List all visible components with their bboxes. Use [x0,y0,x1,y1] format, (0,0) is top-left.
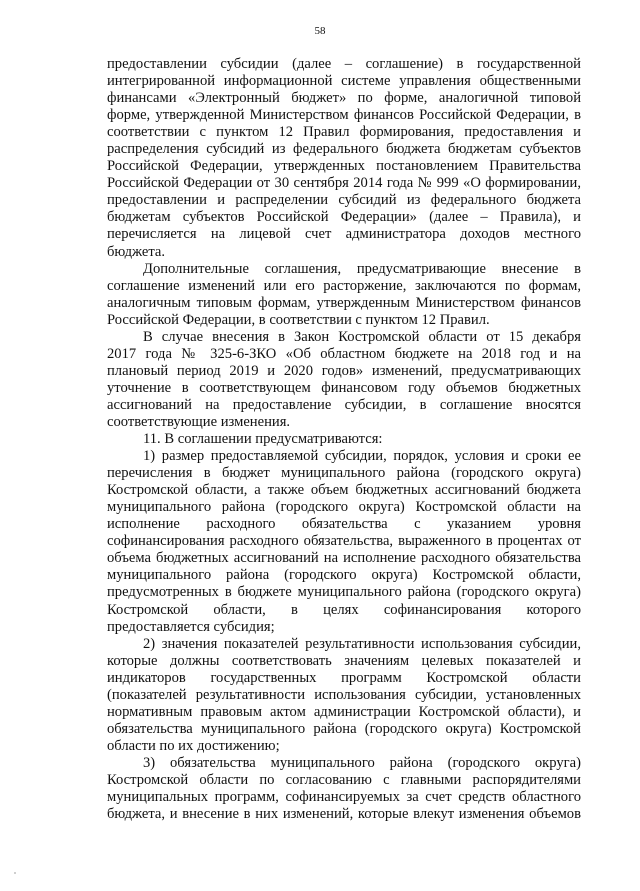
text-line: Костромской области, в целях софинансирования которого [107,601,581,618]
text-line: бюджетам субъектов Российской Федерации» (далее – Правила), и [107,209,581,226]
text-line: 11. В соглашении предусматриваются: [143,431,383,448]
document-body [107,56,581,823]
text-line: Российской Федерации от 30 сентября 2014 года № 999 «О формировании, [107,175,581,192]
text-line: соответствии с пунктом 12 Правил формирования, предоставления и [107,124,581,141]
text-line: соглашение изменений или его расторжение, заключаются по формам, [107,277,581,294]
scan-speck [14,872,16,874]
text-line: финансами «Электронный бюджет» по форме, аналогичной типовой [107,90,581,107]
text-line: индикаторов государственных программ Костромской области [107,669,581,686]
text-line: В случае внесения в Закон Костромской области от 15 декабря [143,328,581,345]
text-line: 1) размер предоставляемой субсидии, порядок, условия и сроки ее [143,448,581,465]
text-line: 2) значения показателей результативности использования субсидии, [143,635,581,652]
text-line: распределения субсидий из федерального бюджета бюджетам субъектов [107,141,581,158]
text-line: перечисления в бюджет муниципального района (городского округа) [107,465,581,482]
text-line: муниципального района (городского округа) Костромской области, [107,567,581,584]
text-line: уточнение в соответствующем финансовом году объемов бюджетных [107,379,581,396]
text-line: Дополнительные соглашения, предусматривающие внесение в [143,260,581,277]
text-line: которые должны соответствовать значениям целевых показателей и [107,652,581,669]
text-line: предоставляется субсидия; [107,618,275,635]
text-line: муниципального района (городского округа) Костромской области на [107,499,581,516]
text-line: 2017 года № 325-6-ЗКО «Об областном бюджете на 2018 год и на [107,345,581,362]
text-line: предоставлении субсидии (далее – соглашение) в государственной [107,56,581,72]
text-line: 3) обязательства муниципального района (городского округа) [143,754,581,771]
text-line: (показателей результативности использования субсидии, установленных [107,686,581,703]
text-line: аналогичным типовым формам, утвержденным Министерством финансов [107,294,581,311]
text-line: софинансирования расходного обязательства, выраженного в процентах от [107,533,581,550]
text-line: муниципальных программ, софинансируемых за счет средств областного [107,789,581,806]
page-number: 58 [314,25,326,37]
text-line: интегрированной информационной системе управления общественными [107,73,581,90]
text-line: перечисляется на лицевой счет администратора доходов местного [107,226,581,243]
text-line: Костромской области по согласованию с главными распорядителями [107,771,581,788]
text-line: плановый период 2019 и 2020 годов» изменений, предусматривающих [107,362,581,379]
text-line: обязательства муниципального района (городского округа) Костромской [107,720,581,737]
text-line: исполнение расходного обязательства с указанием уровня [107,516,581,533]
text-line: бюджета. [107,243,166,260]
text-line: соответствующие изменения. [107,413,291,430]
text-line: Российской Федерации, утвержденных постановлением Правительства [107,158,581,175]
text-line: Российской Федерации, в соответствии с пунктом 12 Правил. [107,311,490,328]
text-line: предоставлении и распределении субсидий из федерального бюджета [107,192,581,209]
text-line: Костромской области, а также объем бюджетных ассигнований бюджета [107,482,581,499]
text-line: форме, утвержденной Министерством финансов Российской Федерации, в [107,107,581,124]
text-line: предусмотренных в бюджете муниципального района (городского округа) [107,584,581,601]
text-line: нормативным правовым актом администрации Костромской области), и [107,703,581,720]
text-line: бюджета, и внесение в них изменений, которые влекут изменения объемов [107,806,581,823]
text-line: ассигнований на предоставление субсидии, в соглашение вносятся [107,396,581,413]
text-line: объема бюджетных ассигнований на исполнение расходного обязательства [107,550,581,567]
text-line: области по их достижению; [107,737,280,754]
